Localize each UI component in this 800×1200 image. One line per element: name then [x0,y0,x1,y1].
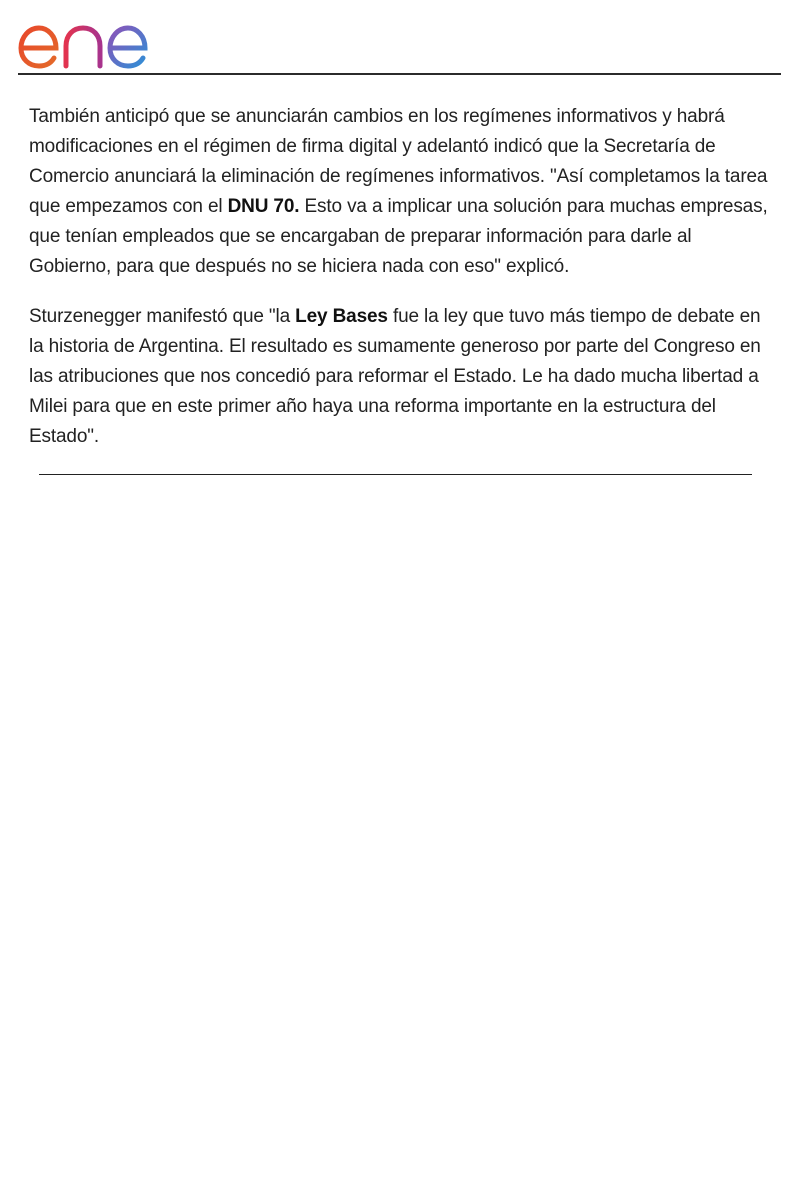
article-paragraph [29,302,769,452]
bold-term-ley-bases: Ley Bases [295,306,388,327]
bold-term-dnu70: DNU 70. [227,196,300,217]
article-body [29,102,769,472]
article-end-divider [39,474,752,475]
enel-logo[interactable] [16,8,180,70]
article-paragraph [29,102,769,282]
enel-logo-mark [16,8,180,70]
paragraph-text: También anticipó que se anunciarán cambios en los regímenes informativos y habrá modificaciones en el régimen de firma digital y adelantó indicó que la Secretaría de Comercio anunciará la eliminación de regímenes informativos. "Así completamos la tarea que empezamos con el [29,106,768,217]
site-header [0,0,800,76]
header-divider [18,73,781,75]
paragraph-text: fue la ley que tuvo más tiempo de debate en la historia de Argentina. El resultado es sumamente generoso por parte del Congreso en las atribuciones que nos concedió para reformar el Estado. Le ha dado mucha libertad a Milei para que en este primer año haya una reforma importante en la estructura del Estado". [29,306,761,447]
paragraph-text: Esto va a implicar una solución para muchas empresas, que tenían empleados que se encargaban de preparar información para darle al Gobierno, para que después no se hiciera nada con eso" explicó. [29,196,768,277]
paragraph-text: Sturzenegger manifestó que "la [29,306,296,327]
